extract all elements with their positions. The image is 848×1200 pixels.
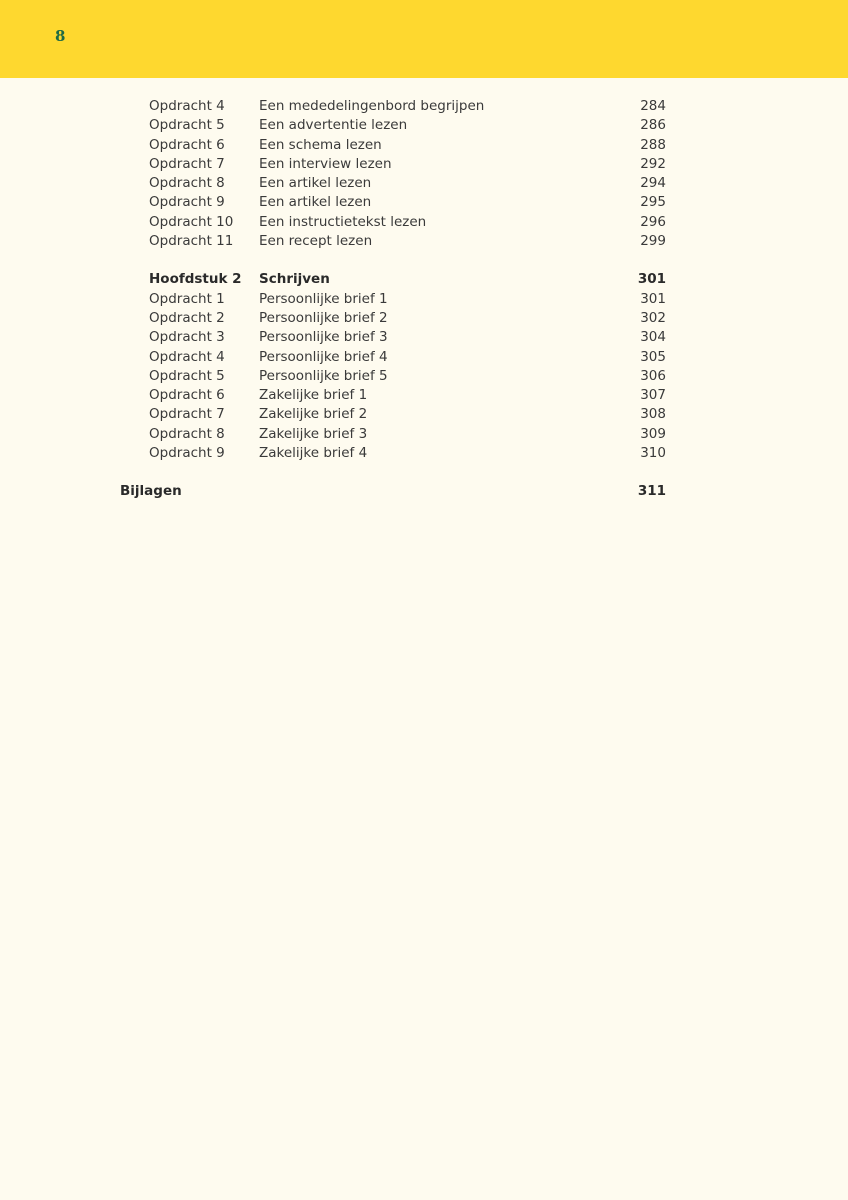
toc-row-label: Opdracht 7 — [149, 155, 225, 172]
toc-row-title: Zakelijke brief 3 — [259, 425, 368, 442]
toc-row — [0, 136, 848, 155]
toc-row-page: 306 — [640, 367, 666, 384]
toc-row — [0, 328, 848, 347]
appendix-row — [0, 482, 848, 501]
toc-row-page: 308 — [640, 406, 666, 423]
toc-row — [0, 174, 848, 193]
toc-row — [0, 232, 848, 251]
toc-row-page: 296 — [640, 213, 666, 230]
toc-row-label: Opdracht 8 — [149, 175, 225, 192]
toc-row-page: 309 — [640, 425, 666, 442]
toc-row — [0, 97, 848, 116]
toc-row-page: 294 — [640, 175, 666, 192]
toc-row-page: 295 — [640, 194, 666, 211]
chapter-heading — [0, 270, 848, 289]
chapter-title: Schrijven — [259, 271, 330, 288]
toc-row-label: Opdracht 4 — [149, 348, 225, 365]
toc-row — [0, 155, 848, 174]
toc-row — [0, 348, 848, 367]
toc-row-label: Opdracht 8 — [149, 425, 225, 442]
toc-row-label: Opdracht 10 — [149, 213, 234, 230]
header-band — [0, 0, 848, 78]
toc-row — [0, 386, 848, 405]
toc-row — [0, 290, 848, 309]
toc-row-title: Persoonlijke brief 4 — [259, 348, 388, 365]
toc-row-page: 302 — [640, 309, 666, 326]
toc-row-label: Opdracht 1 — [149, 290, 225, 307]
toc-row-title: Een recept lezen — [259, 233, 373, 250]
toc-row-title: Een interview lezen — [259, 155, 392, 172]
toc-row-label: Opdracht 7 — [149, 406, 225, 423]
toc-row-page: 304 — [640, 329, 666, 346]
appendix-label: Bijlagen — [120, 483, 182, 500]
toc-row-title: Persoonlijke brief 2 — [259, 309, 388, 326]
toc-row — [0, 193, 848, 212]
toc-row — [0, 405, 848, 424]
toc-row-title: Een schema lezen — [259, 136, 382, 153]
toc-row — [0, 309, 848, 328]
toc-row-page: 299 — [640, 233, 666, 250]
toc-row-page: 301 — [640, 290, 666, 307]
toc-row-page: 310 — [640, 445, 666, 462]
toc-row — [0, 425, 848, 444]
toc-row-title: Persoonlijke brief 1 — [259, 290, 388, 307]
toc-row-page: 286 — [640, 117, 666, 134]
toc-row-page: 288 — [640, 136, 666, 153]
chapter-page: 301 — [637, 271, 666, 288]
toc-row-title: Persoonlijke brief 3 — [259, 329, 388, 346]
toc-row-label: Opdracht 2 — [149, 309, 225, 326]
toc-row-label: Opdracht 5 — [149, 117, 225, 134]
chapter-label: Hoofdstuk 2 — [149, 271, 242, 288]
toc-row-page: 292 — [640, 155, 666, 172]
section-spacer — [0, 463, 848, 482]
toc-row-label: Opdracht 3 — [149, 329, 225, 346]
page-number: 8 — [55, 27, 66, 45]
toc-row — [0, 116, 848, 135]
toc-row-label: Opdracht 5 — [149, 367, 225, 384]
toc-row-title: Een artikel lezen — [259, 194, 372, 211]
toc-row-title: Een mededelingenbord begrijpen — [259, 98, 485, 114]
toc-row — [0, 444, 848, 463]
toc-row-title: Een advertentie lezen — [259, 117, 408, 134]
toc-row-title: Zakelijke brief 2 — [259, 406, 368, 423]
toc-row-label: Opdracht 11 — [149, 233, 234, 250]
toc-row-page: 284 — [640, 98, 666, 114]
toc-row-label: Opdracht 6 — [149, 387, 225, 404]
appendix-page: 311 — [637, 483, 666, 500]
toc-row-title: Zakelijke brief 1 — [259, 387, 368, 404]
toc-row-label: Opdracht 9 — [149, 445, 225, 462]
section-a-list — [0, 97, 848, 251]
chapter-2-list — [0, 270, 848, 463]
toc-row — [0, 213, 848, 232]
toc-row-page: 305 — [640, 348, 666, 365]
toc-row-title: Een artikel lezen — [259, 175, 372, 192]
section-spacer — [0, 251, 848, 270]
toc-row — [0, 367, 848, 386]
table-of-contents — [0, 97, 848, 502]
toc-row-title: Een instructietekst lezen — [259, 213, 427, 230]
toc-row-label: Opdracht 6 — [149, 136, 225, 153]
toc-row-page: 307 — [640, 387, 666, 404]
toc-row-title: Persoonlijke brief 5 — [259, 367, 388, 384]
toc-row-label: Opdracht 9 — [149, 194, 225, 211]
toc-row-label: Opdracht 4 — [149, 98, 225, 114]
toc-row-title: Zakelijke brief 4 — [259, 445, 368, 462]
